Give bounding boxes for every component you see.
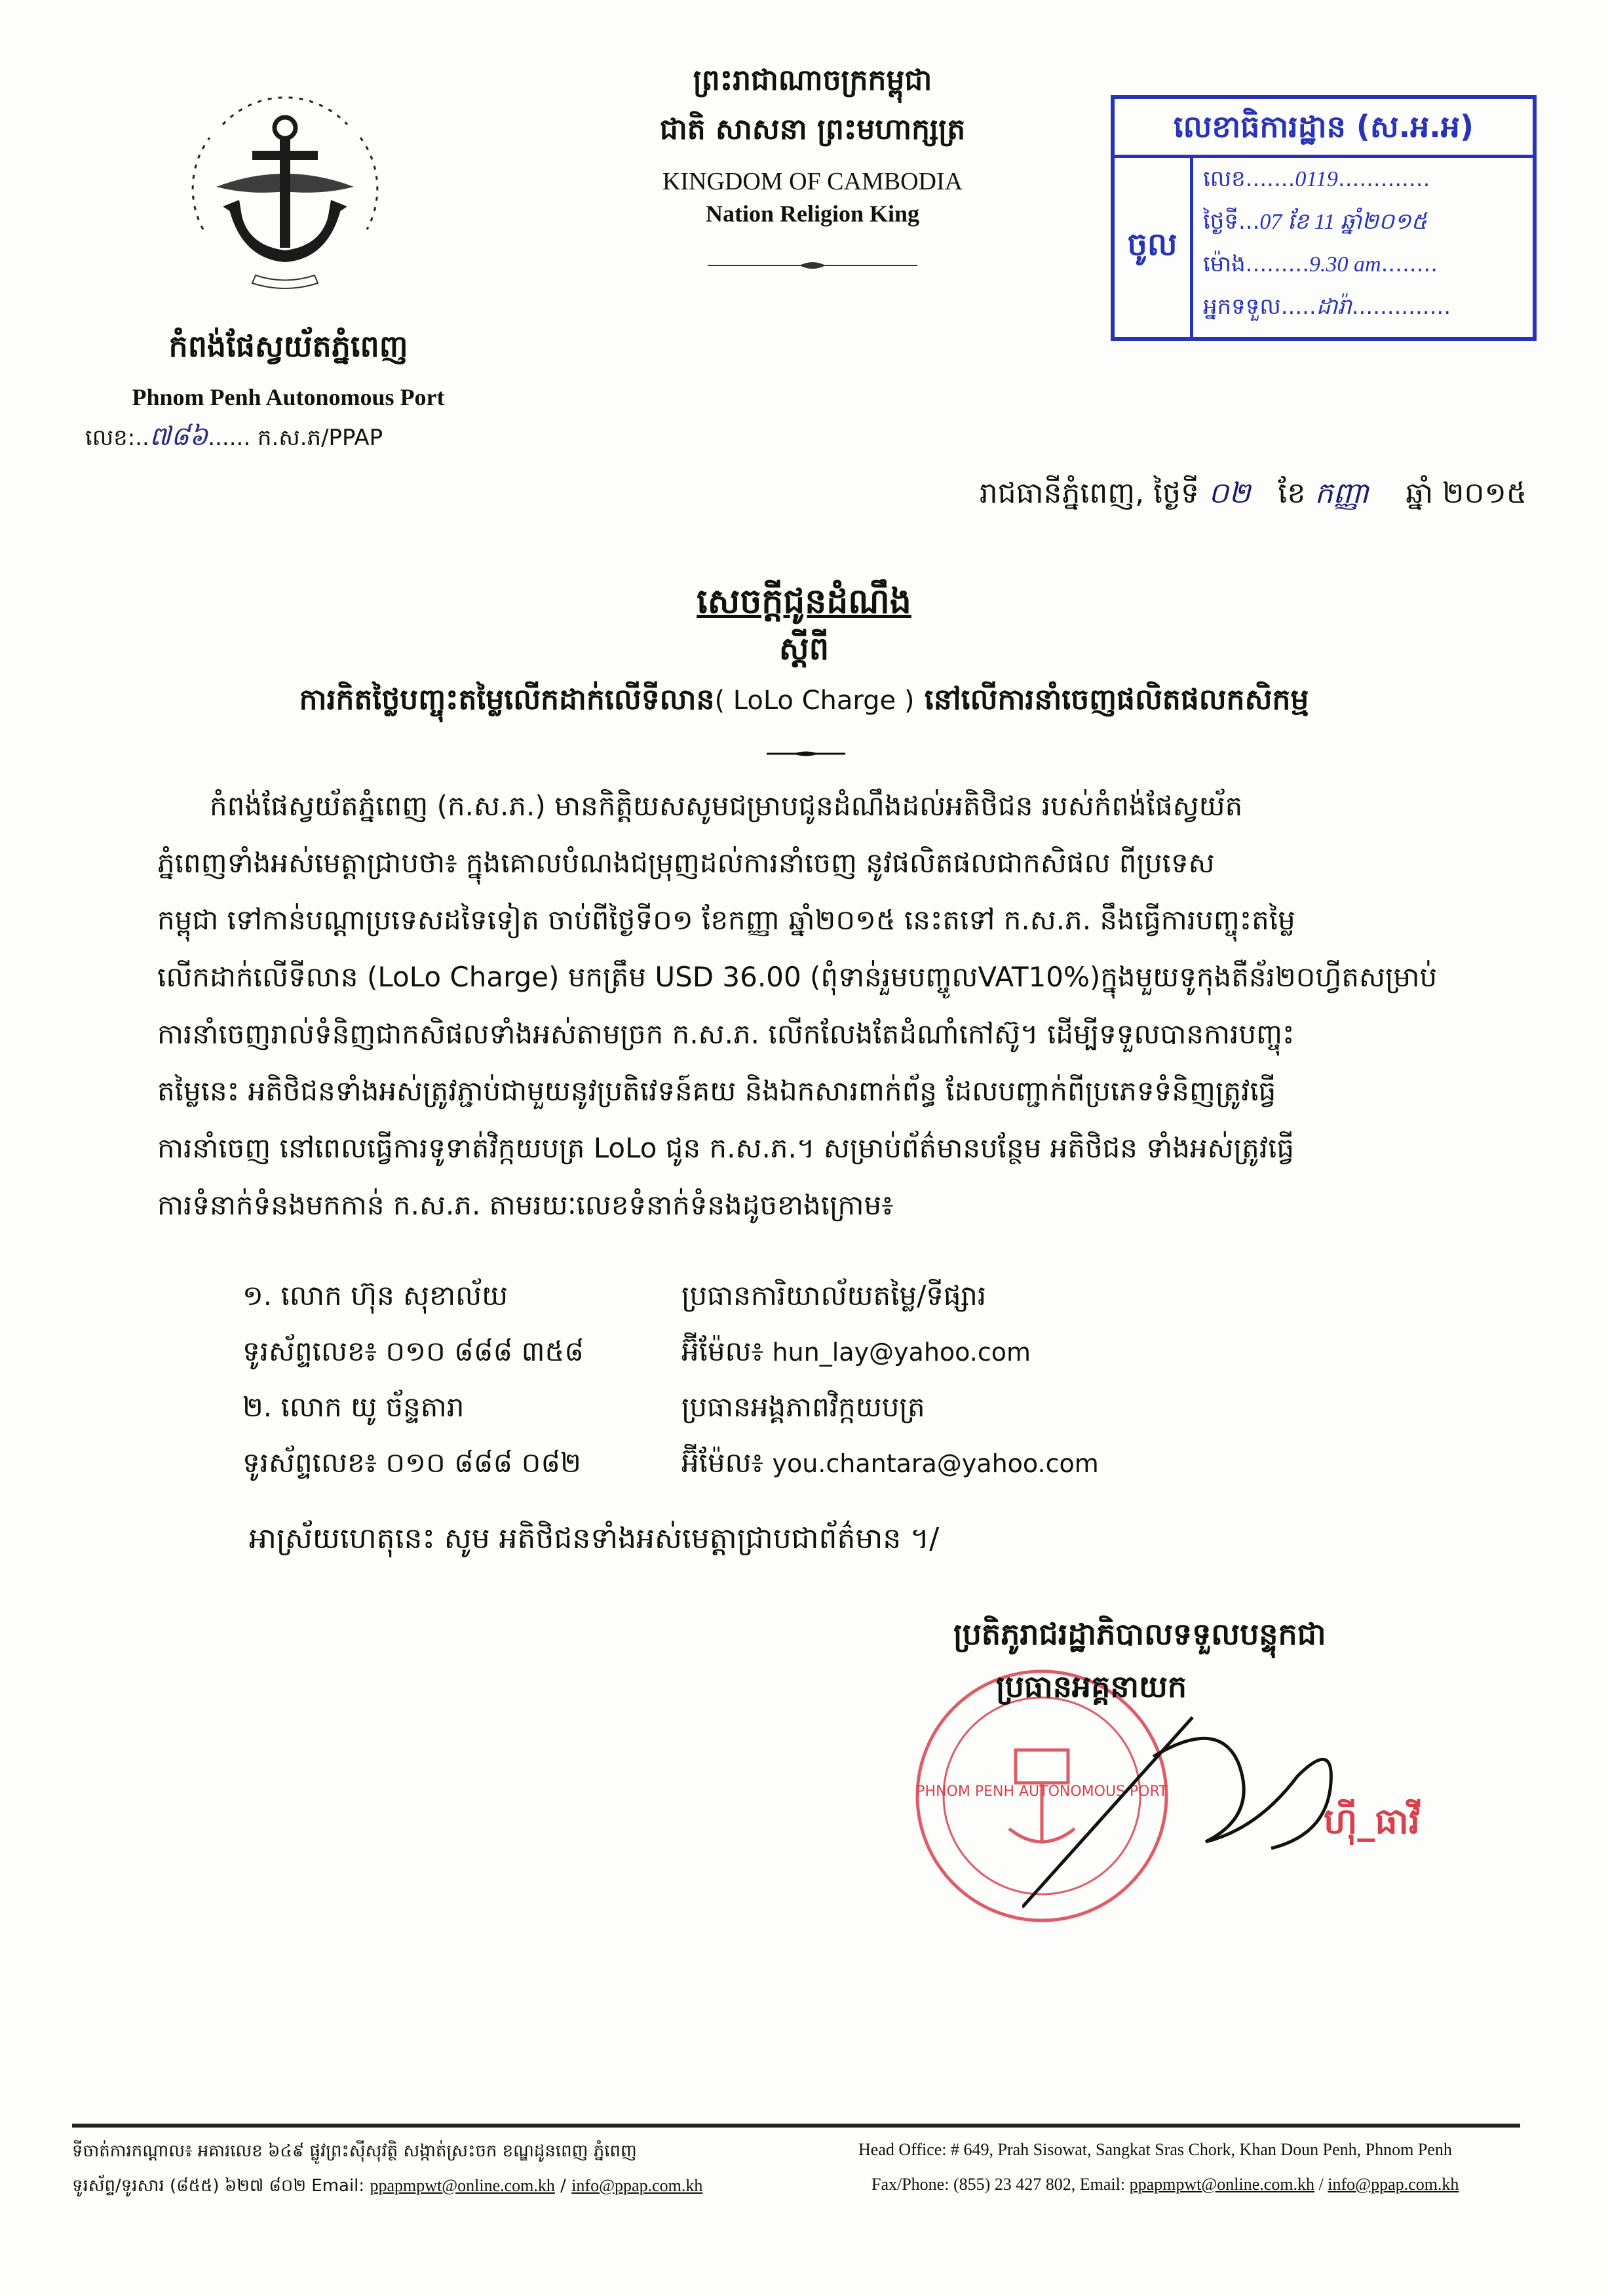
contact-1-name: ១. លោក ហ៊ុន សុខាល័យ xyxy=(242,1279,508,1312)
ref-handwritten-number: ៧៨៦ xyxy=(149,421,208,451)
secretariat-receipt-stamp xyxy=(1111,95,1537,341)
contact-1-email-label: អ៊ីម៉ែល៖ xyxy=(681,1335,764,1367)
body-line-2: ភ្នំពេញទាំងអស់មេត្តាជ្រាបថា៖ ក្នុងគោលបំណងជម្រុញដល់ការនាំចេញ នូវផលិតផលជាកសិផល ពីប្រទេស xyxy=(157,847,1215,879)
subject-part-1: ការកិតថ្លៃបញ្ចុះតម្លៃលើកដាក់លើទីលាន xyxy=(299,683,715,716)
header-ornament xyxy=(708,259,917,272)
port-name-khmer: កំពង់ផែស្វយ័តភ្នំពេញ xyxy=(168,328,408,364)
footer-left-phone: ទូរស័ព្ទ/ទូរសារ (៨៥៥) ៦២៧ ៨០២ Email: xyxy=(72,2176,365,2196)
footer-rule xyxy=(72,2124,1520,2128)
motto-english: Nation Religion King xyxy=(705,201,920,227)
contact-2-email-label: អ៊ីម៉ែល៖ xyxy=(681,1447,764,1479)
footer-right-address: Head Office: # 649, Prah Sisowat, Sangkat Sras Chork, Khan Doun Penh, Phnom Penh xyxy=(858,2140,1452,2159)
stamp-number-value: 0119 xyxy=(1295,167,1338,191)
body-line-8: ការទំនាក់ទំនងមកកាន់ ក.ស.ភ. តាមរយៈលេខទំនាក់ទំនងដូចខាងក្រោម៖ xyxy=(157,1189,894,1221)
signatory-role-line-2: ប្រធានអគ្គនាយក xyxy=(996,1669,1187,1704)
stamp-number-row: លេខ.......0119............. xyxy=(1203,166,1430,192)
handwritten-signature xyxy=(1022,1678,1389,1914)
footer-left-address: ទីចាត់ការកណ្ដាល៖ អគារលេខ ៦៤៩ ផ្លូវព្រះស៊ីសុវត្ថិ សង្កាត់ស្រះចក ខណ្ឌដូនពេញ ភ្នំពេញ xyxy=(72,2141,637,2161)
stamp-time-value: 9.30 am xyxy=(1309,252,1381,277)
footer-right-email-2[interactable]: info@ppap.com.kh xyxy=(1328,2175,1459,2194)
stamp-receiver-value: ដារ៉ា xyxy=(1316,295,1352,319)
title-divider xyxy=(767,749,845,758)
body-line-4: លើកដាក់លើទីលាន (LoLo Charge) មកត្រឹម USD 36.00 (ពុំទាន់រួមបញ្ចូលVAT10%)ក្នុងមួយទូកុងតឺន័រ២០ហ្វីតសម្រាប់ xyxy=(157,961,1438,993)
stamp-number-label: លេខ....... xyxy=(1203,166,1295,192)
seal-text: PHNOM PENH AUTONOMOUS PORT xyxy=(916,1783,1168,1800)
ref-suffix: ...... ក.ស.ភ/PPAP xyxy=(208,425,383,451)
signer-name: ហ៊ី_ធាវី xyxy=(1324,1800,1420,1842)
date-month: កញ្ញា xyxy=(1314,477,1369,509)
footer-left-email-2[interactable]: info@ppap.com.kh xyxy=(571,2176,703,2195)
subject-label: ស្ដីពី xyxy=(778,631,830,667)
stamp-side-label: ចូល xyxy=(1115,158,1193,337)
body-line-7: ការនាំចេញ នៅពេលធ្វើការទូទាត់វិក្កយបត្រ LoLo ជូន ក.ស.ភ.។ សម្រាប់ព័ត៌មានបន្ថែម អតិថិជន ទាំងអស់ត្រូវធ្វើ xyxy=(157,1132,1295,1164)
body-line-1: កំពង់ផែស្វយ័តភ្នំពេញ (ក.ស.ភ.) មានកិត្តិយសសូមជម្រាបជូនដំណឹងដល់អតិថិជន របស់កំពង់ផែស្វយ័ត xyxy=(210,790,1243,822)
contact-1-phone: ទូរស័ព្ទលេខ៖ ០១០ ៨៨៨ ៣៥៨ xyxy=(242,1335,584,1367)
date-year: ឆ្នាំ ២០១៥ xyxy=(1406,477,1527,510)
closing-sentence: អាស្រ័យហេតុនេះ សូម អតិថិជនទាំងអស់មេត្តាជ្រាបជាព័ត៌មាន ។/ xyxy=(249,1522,940,1555)
stamp-date-value: 07 ខែ 11 ឆ្នាំ២០១៥ xyxy=(1259,210,1427,234)
stamp-date-row xyxy=(1203,207,1524,240)
date-line xyxy=(898,475,1527,517)
footer-right-email-1[interactable]: ppapmpwt@online.com.kh xyxy=(1129,2175,1315,2194)
kingdom-title-english: KINGDOM OF CAMBODIA xyxy=(662,168,963,195)
motto-khmer: ជាតិ សាសនា ព្រះមហាក្សត្រ xyxy=(659,113,966,146)
kingdom-title-khmer: ព្រះរាជាណាចក្រកម្ពុជា xyxy=(693,64,932,97)
footer-left-contact: ទូរស័ព្ទ/ទូរសារ (៨៥៥) ៦២៧ ៨០២ Email: ppapmpwt@online.com.kh / info@ppap.com.kh xyxy=(72,2176,703,2196)
body-line-6: តម្លៃនេះ អតិថិជនទាំងអស់ត្រូវភ្ជាប់ជាមួយនូវប្រតិវេទន៍គយ និងឯកសារពាក់ព័ន្ធ ដែលបញ្ជាក់ពីប្រភេទទំនិញត្រូវធ្វើ xyxy=(157,1075,1276,1107)
stamp-receiver-row: អ្នកទទួល.....ដារ៉ា.............. xyxy=(1203,294,1451,320)
contact-1-email-row xyxy=(681,1334,1031,1374)
notice-title: សេចក្ដីជូនដំណឹង xyxy=(697,582,911,621)
subject-part-2: នៅលើការនាំចេញផលិតផលកសិកម្ម xyxy=(924,683,1309,716)
signatory-role-line-1: ប្រតិភូរាជរដ្ឋាភិបាលទទួលបន្ទុកជា xyxy=(953,1616,1326,1652)
port-anchor-logo xyxy=(177,79,393,295)
contact-2-email[interactable]: you.chantara@yahoo.com xyxy=(772,1449,1099,1478)
footer-left-email-1[interactable]: ppapmpwt@online.com.kh xyxy=(370,2176,555,2195)
contact-2-email-row xyxy=(681,1445,1099,1486)
contact-1-email[interactable]: hun_lay@yahoo.com xyxy=(772,1338,1031,1367)
footer-right-contact: Fax/Phone: (855) 23 427 802, Email: ppapmpwt@online.com.kh / info@ppap.com.kh xyxy=(871,2175,1459,2194)
ref-prefix: លេខ:.. xyxy=(85,425,149,451)
contact-2-name: ២. លោក យូ ច័ន្ទតារា xyxy=(242,1391,465,1423)
date-month-label: ខែ xyxy=(1278,477,1306,510)
port-name-english: Phnom Penh Autonomous Port xyxy=(132,384,445,410)
body-line-3: កម្ពុជា ទៅកាន់បណ្ដាប្រទេសដទៃទៀត ចាប់ពីថ្ងៃទី០១ ខែកញ្ញា ឆ្នាំ២០១៥ នេះតទៅ ក.ស.ភ. នឹងធ្វើការបញ្ចុះតម្លៃ xyxy=(157,904,1295,936)
subject-latin: ( LoLo Charge ) xyxy=(714,686,915,716)
stamp-date-label: ថ្ងៃទី... xyxy=(1203,208,1260,235)
contact-2-role: ប្រធានអង្គភាពវិក្កយបត្រ xyxy=(681,1391,925,1423)
subject-line xyxy=(157,682,1451,724)
stamp-receiver-label: អ្នកទទួល..... xyxy=(1203,294,1316,320)
body-line-5: ការនាំចេញរាល់ទំនិញជាកសិផលទាំងអស់តាមច្រក ក.ស.ភ. លើកលែងតែដំណាំកៅស៊ូ។ ដើម្បីទទួលបានការបញ្ចុះ xyxy=(157,1018,1295,1050)
contact-1-role: ប្រធានការិយាល័យតម្លៃ/ទីផ្សារ xyxy=(681,1279,987,1312)
stamp-title: លេខាធិការដ្ឋាន (ស.អ.អ) xyxy=(1115,99,1533,158)
footer-right-phone: Fax/Phone: (855) 23 427 802, Email: xyxy=(871,2175,1126,2194)
date-day: ០២ xyxy=(1208,477,1251,509)
stamp-time-row: ម៉ោង.........9.30 am........ xyxy=(1203,251,1438,277)
contact-2-phone: ទូរស័ព្ទលេខ៖ ០១០ ៨៨៨ ០៨២ xyxy=(242,1447,581,1479)
date-prefix: រាជធានីភ្នំពេញ, ថ្ងៃទី xyxy=(979,477,1199,510)
stamp-time-label: ម៉ោង......... xyxy=(1203,251,1310,277)
reference-number xyxy=(85,419,505,458)
